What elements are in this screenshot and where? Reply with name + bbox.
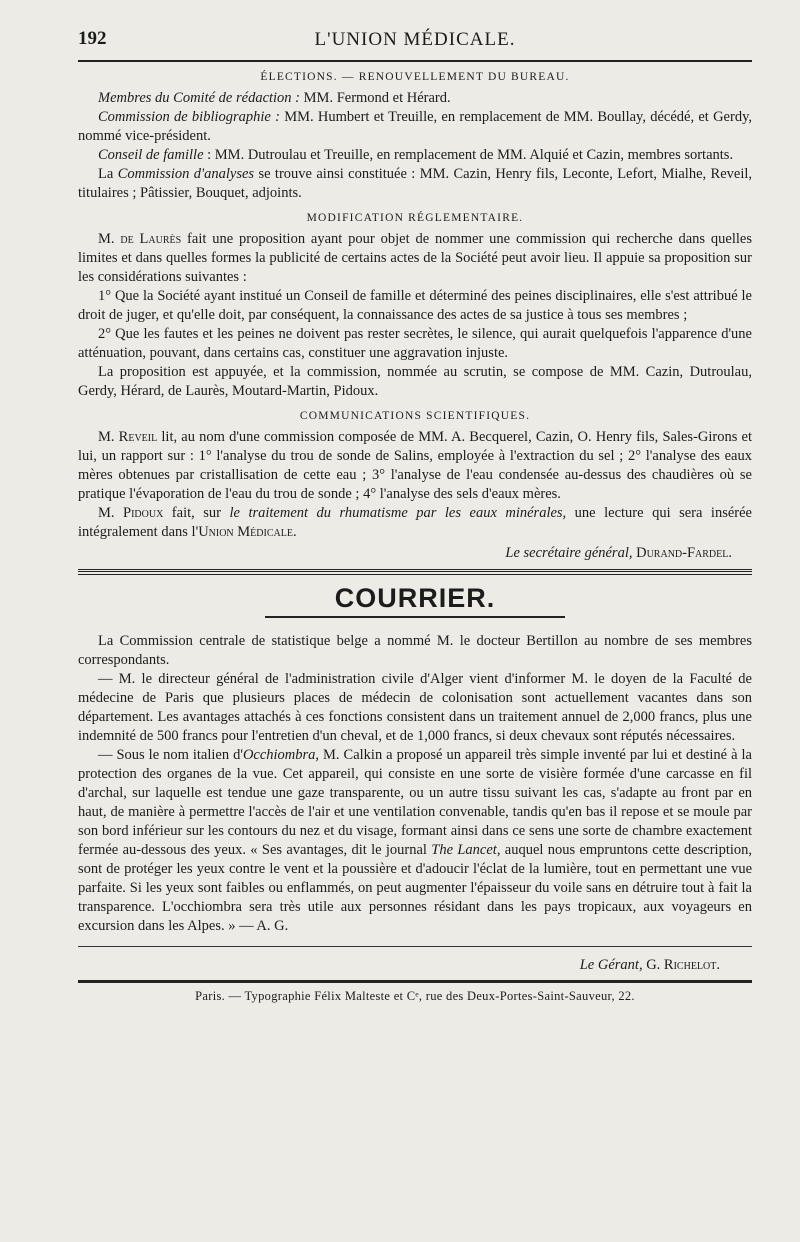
elections-p1-text: MM. Fermond et Hérard. [300,90,451,106]
courrier-p3-a: — Sous le nom italien d' [98,747,243,763]
communications-p2-a: fait, sur [163,505,230,521]
communications-paragraph [78,428,752,504]
communications-p2-lead: M. Pidoux [98,505,164,521]
communications-heading: COMMUNICATIONS SCIENTIFIQUES. [299,410,531,422]
footer-rule [78,980,752,983]
courrier-p3-c: auquel nous empruntons cette description, sont de protéger les yeux contre le vent et la poussière et d'adoucir l'éclat de la lumière, tout en permettant une vue parfaite. Si les yeux sont faibles ou enflammés, on peut augmenter l'épaisseur du voile sans en détruire tout à fait la transparence. L'occhiombra sera très utile aux personnes résidant dans les pays tropicaux, aux voyageurs en excursion dans les Alpes. » — A. G. [78,842,752,934]
gerant-signature [78,957,752,974]
secretary-signature [78,543,752,563]
communications-p1-text: lit, au nom d'une commission composée de MM. A. Becquerel, Cazin, O. Henry fils, Sales-Girons et lui, un rapport sur : 1° l'analyse du trou de sonde de Salins, employée à l'extraction du sel ; 2° l'analyse des eaux mères obtenues par cristallisation de cette eau ; 3° l'analyse de l'eau condensée au-dessus des chaudières où se pratique l'évaporation de l'eau du trou de sonde ; 4° l'analyse des sels d'eaux mères. [78,429,752,502]
elections-p2-text: MM. Humbert et Treuille, en remplacement de MM. Boullay, décédé, et Gerdy, nommé vice-président. [78,109,752,144]
courrier-title: COURRIER. [334,583,496,613]
journal-name: Union Médicale [198,524,293,540]
signature-title: Le secrétaire général, [505,545,633,561]
elections-paragraph [78,89,752,108]
communications-p2-b: une lecture qui sera insérée intégralement dans l' [78,505,752,540]
modification-p1-lead: M. de Laurès [98,231,182,247]
elections-p1-lead: Membres du Comité de rédaction : [98,90,301,106]
modification-heading: MODIFICATION RÉGLEMENTAIRE. [306,212,524,224]
elections-paragraph [78,146,752,165]
end-rule [78,946,752,947]
elections-p4-a: La [98,166,118,182]
elections-p2-lead: Commission de bibliographie : [98,109,280,125]
modification-paragraph: 2° Que les fautes et les peines ne doivent pas rester secrètes, le silence, qui aurait quelquefois l'apparence d'une atténuation, pouvant, dans certains cas, constituer une aggravation injuste. [78,326,752,361]
courrier-p3-b: M. Calkin a proposé un appareil très simple inventé par lui et destiné à la protection des organes de la vue. Cet appareil, qui consiste en une sorte de visière formée d'une carcasse en fil d'archal, sur laquelle est tendue une gaze transparente, ou un autre tissu suivant les cas, s'adapte au front par en haut, de manière à permettre l'accès de l'air et une ventilation convenable, tandis qu'en bas il repose et se moule par son bord inférieur sur les contours du nez et du visage, formant ainsi dans ce sens une sorte de chambre exactement fermée au-dessous des yeux. « Ses avantages, dit le journal [78,747,752,858]
gerant-name: G. Richelot. [642,957,720,973]
elections-p4-italic: Commission d'analyses [117,166,255,182]
header-rule [78,60,752,62]
courrier-p3-italic-2: The Lancet, [431,842,501,858]
elections-paragraph [78,108,752,146]
courrier-paragraph: — M. le directeur général de l'administration civile d'Alger vient d'informer M. le doyen de la Faculté de médecine de Paris que plusieurs places de médecin de colonisation sont actuellement vacantes dans son département. Les avantages attachés à ces fonctions consistent dans un traitement annuel de 2,000 francs, plus une indemnité de 500 francs pour l'entretien d'un cheval, et de 1,000 francs, si deux chevaux sont réputés nécessaires. [78,671,752,744]
elections-p4-b: se trouve ainsi constituée : MM. Cazin, Henry fils, Leconte, Lefort, Mialhe, Reveil, titulaires ; Pâtissier, Bouquet, adjoints. [78,166,753,201]
elections-heading: ÉLECTIONS. — RENOUVELLEMENT DU BUREAU. [260,71,570,83]
communications-p2-c: . [292,524,297,540]
communications-paragraph [78,504,752,542]
modification-paragraph: 1° Que la Société ayant institué un Conseil de famille et déterminé des peines disciplinaires, elle s'est attribué le droit de juger, et qu'elle doit, par conséquent, la connaissance des actes de sa justice à tous ses membres ; [78,288,752,323]
modification-p1-text: fait une proposition ayant pour objet de nommer une commission qui recherche dans quelles limites et dans quelles formes la publicité de certains actes de la Société peut avoir lieu. Il appuie sa proposition sur les considérations suivantes : [78,231,752,285]
elections-p3-text: : MM. Dutroulau et Treuille, en remplacement de MM. Alquié et Cazin, membres sortants. [203,147,734,163]
page-number: 192 [78,28,107,49]
section-double-rule [78,569,752,575]
printer-imprint: Paris. — Typographie Félix Malteste et Cᵉ, rue des Deux-Portes-Saint-Sauveur, 22. [195,989,635,1003]
communications-p2-italic: le traitement du rhumatisme par les eaux minérales, [229,505,567,521]
modification-paragraph: La proposition est appuyée, et la commission, nommée au scrutin, se compose de MM. Cazin, Dutroulau, Gerdy, Hérard, de Laurès, Moutard-Martin, Pidoux. [78,364,752,399]
journal-title: L'UNION MÉDICALE. [314,29,516,50]
courrier-p3-italic-1: Occhiombra, [242,747,320,763]
gerant-title: Le Gérant, [579,957,643,973]
elections-p3-lead: Conseil de famille [98,147,204,163]
courrier-rule [265,616,565,618]
courrier-paragraph [78,746,752,936]
running-head [78,24,752,54]
elections-paragraph [78,165,752,203]
communications-p1-lead: M. Reveil [98,429,158,445]
signature-name: Durand-Fardel. [632,545,732,561]
courrier-paragraph: La Commission centrale de statistique belge a nommé M. le docteur Bertillon au nombre de ses membres correspondants. [78,633,752,668]
modification-paragraph [78,230,752,287]
